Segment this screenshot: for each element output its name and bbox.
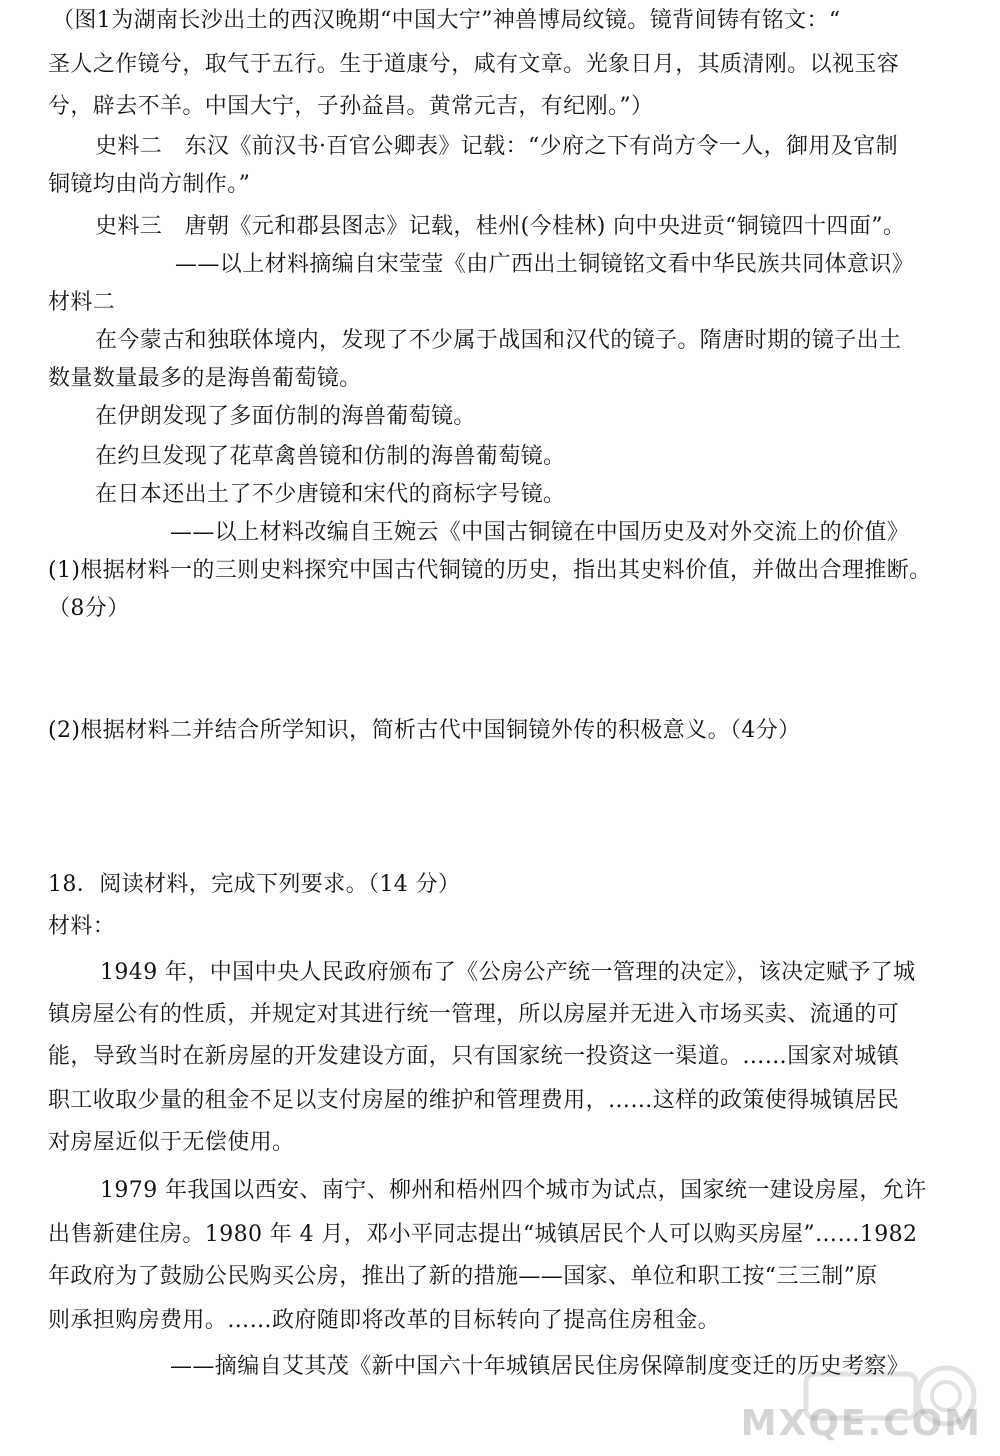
question-heading: 18．阅读材料，完成下列要求。（14 分） (48, 872, 461, 897)
text-line: 铜镜均由尚方制作。” (48, 172, 251, 197)
text-line: 数量数量最多的是海兽葡萄镜。 (48, 366, 362, 391)
text-line: 镇房屋公有的性质，并规定对其进行统一管理，所以房屋并无进入市场买卖、流通的可 (48, 1002, 900, 1027)
text-line: 则承担购房费用。……政府随即将改革的目标转向了提高住房租金。 (48, 1308, 721, 1333)
text-line: 出售新建住房。1980 年 4 月，邓小平同志提出“城镇居民个人可以购买房屋”……1982 (48, 1222, 918, 1247)
text-line: 史料二 东汉《前汉书·百官公卿表》记载：“少府之下有尚方令一人，御用及官制 (95, 134, 899, 159)
section-heading: 材料： (48, 914, 116, 939)
citation-line: ——摘编自艾其茂《新中国六十年城镇居民住房保障制度变迁的历史考察》 (170, 1354, 910, 1379)
text-line: 在日本还出土了不少唐镜和宋代的商标字号镜。 (95, 482, 566, 507)
text-line: 1979 年我国以西安、南宁、柳州和梧州四个城市为试点，国家统一建设房屋，允许 (100, 1178, 927, 1203)
text-line: 兮，辟去不羊。中国大宁，子孙益昌。黄常元吉，有纪刚。”） (48, 94, 654, 119)
text-line: 在约旦发现了花草禽兽镜和仿制的海兽葡萄镜。 (95, 444, 566, 469)
text-line: 圣人之作镜兮，取气于五行。生于道康兮，咸有文章。光象日月，其质清刚。以视玉容 (48, 52, 900, 77)
text-line: 能，导致当时在新房屋的开发建设方面，只有国家统一投资这一渠道。……国家对城镇 (48, 1044, 900, 1069)
text-line: 1949 年，中国中央人民政府颁布了《公房公产统一管理的决定》，该决定赋予了城 (100, 960, 916, 985)
question-line: (1)根据材料一的三则史料探究中国古代铜镜的历史，指出其史料价值，并做出合理推断。 (48, 558, 932, 583)
text-line: （图1为湖南长沙出土的西汉晚期“中国大宁”神兽博局纹镜。镜背间铸有铭文：“ (52, 8, 841, 33)
citation-line: ——以上材料摘编自宋莹莹《由广西出土铜镜铭文看中华民族共同体意识》 (175, 252, 915, 277)
text-line: 对房屋近似于无偿使用。 (48, 1130, 295, 1155)
text-line: 年政府为了鼓励公民购买公房，推出了新的措施——国家、单位和职工按“三三制”原 (48, 1264, 878, 1289)
question-score: （8分） (48, 596, 130, 621)
watermark-text: MXQE.COM (740, 1403, 982, 1444)
text-line: 职工收取少量的租金不足以支付房屋的维护和管理费用，……这样的政策使得城镇居民 (48, 1088, 900, 1113)
question-line: (2)根据材料二并结合所学知识，简析古代中国铜镜外传的积极意义。（4分） (48, 718, 801, 743)
section-heading: 材料二 (48, 290, 116, 315)
text-line: 史料三 唐朝《元和郡县图志》记载，桂州(今桂林) 向中央进贡“铜镜四十四面”。 (95, 214, 906, 239)
text-line: 在伊朗发现了多面仿制的海兽葡萄镜。 (95, 404, 476, 429)
citation-line: ——以上材料改编自王婉云《中国古铜镜在中国历史及对外交流上的价值》 (170, 520, 910, 545)
text-line: 在今蒙古和独联体境内，发现了不少属于战国和汉代的镜子。隋唐时期的镜子出土 (95, 328, 902, 353)
